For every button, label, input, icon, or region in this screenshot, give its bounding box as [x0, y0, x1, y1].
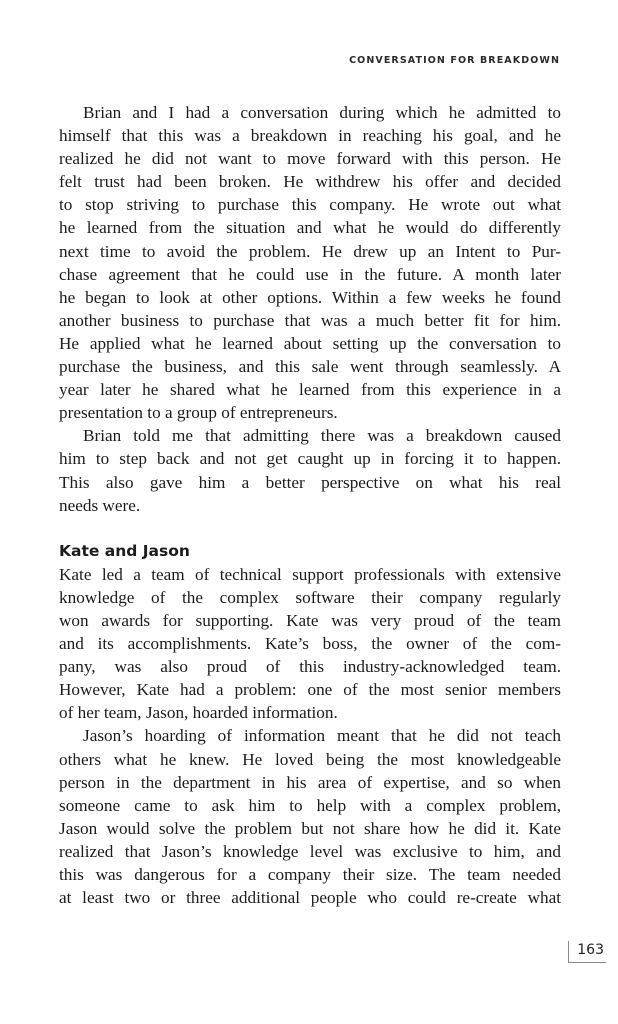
text-line: someone came to ask him to help with a complex problem,: [59, 795, 561, 815]
text-line: Brian told me that admitting there was a breakdown caused: [83, 426, 561, 446]
text-line: this was dangerous for a company their size. The team needed: [59, 865, 561, 884]
text-line: However, Kate had a problem: one of the most senior members: [59, 680, 561, 700]
text-line: him to step back and not get caught up in forcing it to happen.: [59, 449, 561, 469]
text-line: and its accomplishments. Kate’s boss, the owner of the com-: [59, 634, 561, 654]
text-line: He applied what he learned about setting up the conversation to: [59, 333, 561, 353]
body-text: [59, 101, 561, 909]
text-line: year later he shared what he learned from this experience in a: [59, 380, 561, 400]
text-line: himself that this was a breakdown in reaching his goal, and he: [59, 126, 561, 146]
text-line: This also gave him a better perspective on what his real: [59, 472, 561, 492]
page-number: 163: [568, 941, 606, 963]
paragraph-brian-breakdown: [59, 424, 561, 516]
text-line: next time to avoid the problem. He drew up an Intent to Pur-: [59, 241, 561, 261]
text-line: at least two or three additional people who could re-create what: [59, 888, 561, 908]
text-line: to stop striving to purchase this company. He wrote out what: [59, 195, 561, 215]
paragraph-kate-team: [59, 563, 561, 725]
text-line: another business to purchase that was a much better fit for him.: [59, 310, 561, 330]
text-line: knowledge of the complex software their company regularly: [59, 587, 561, 607]
text-line: Jason would solve the problem but not share how he did it. Kate: [59, 818, 561, 838]
text-line: person in the department in his area of expertise, and so when: [59, 772, 561, 792]
paragraph-brian-conversation: [59, 101, 561, 424]
text-line: realized he did not want to move forward with this person. He: [59, 149, 561, 169]
text-line: won awards for supporting. Kate was very proud of the team: [59, 610, 561, 630]
text-line: he began to look at other options. Within a few weeks he found: [59, 287, 561, 307]
text-line: Kate led a team of technical support professionals with extensive: [59, 564, 561, 584]
text-line: chase agreement that he could use in the future. A month later: [59, 264, 561, 284]
running-head: CONVERSATION FOR BREAKDOWN: [349, 55, 560, 66]
text-line: Jason’s hoarding of information meant that he did not teach: [83, 726, 561, 746]
text-line: realized that Jason’s knowledge level was exclusive to him, and: [59, 841, 561, 861]
text-line: others what he knew. He loved being the most knowledgeable: [59, 749, 561, 769]
text-line: Brian and I had a conversation during which he admitted to: [83, 103, 561, 122]
text-line: needs were.: [59, 495, 141, 515]
text-line: pany, was also proud of this industry-acknowledged team.: [59, 657, 561, 677]
paragraph-jason-hoarding: [59, 724, 561, 909]
text-line: of her team, Jason, hoarded information.: [59, 703, 338, 723]
text-line: purchase the business, and this sale went through seamlessly. A: [59, 357, 561, 377]
section-heading: Kate and Jason: [59, 541, 190, 560]
text-line: presentation to a group of entrepreneurs.: [59, 403, 338, 423]
text-line: felt trust had been broken. He withdrew his offer and decided: [59, 172, 561, 192]
text-line: he learned from the situation and what he would do differently: [59, 218, 561, 238]
